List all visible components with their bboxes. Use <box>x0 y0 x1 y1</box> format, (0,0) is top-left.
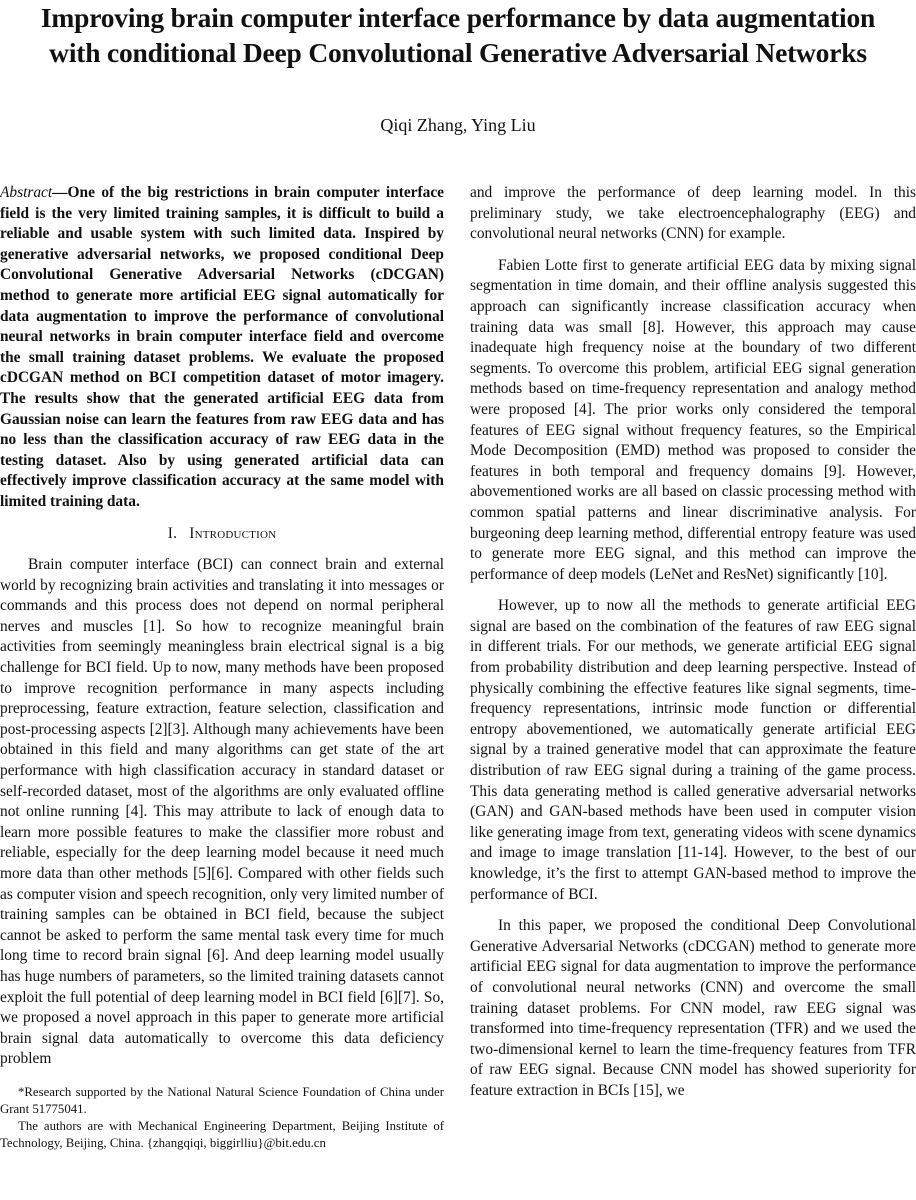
body-paragraph: and improve the performance of deep learning model. In this preliminary study, we take electroencephalography (EEG) and convolutional neural networks (CNN) for example. <box>470 184 916 243</box>
left-column <box>0 183 444 1070</box>
section-numeral: I. <box>167 524 178 542</box>
footnotes <box>0 1084 444 1152</box>
footnote-affiliation: The authors are with Mechanical Engineering Department, Beijing Institute of Technology, Beijing, China. {zhangqiqi, biggirlliu}@bit.edu.cn <box>0 1119 444 1150</box>
body-paragraph: However, up to now all the methods to generate artificial EEG signal are based on the combination of the features of raw EEG signal in different trials. For our methods, we generate artificial EEG signal from probability distribution and deep learning perspective. Instead of physically combining the effective features like signal segments, time-frequency representations, intrinsic mode function or differential entropy abovementioned, we automatically generate artificial EEG signal by a trained generative model that can approximate the feature distribution of raw EEG signal during a training of the game process. This data generating method is called generative adversarial networks (GAN) and GAN-based methods have been used in computer vision like generating image from text, generating videos with scene dynamics and image to image translation [11-14]. However, to the best of our knowledge, it’s the first to attempt GAN-based method to improve the performance of BCI. <box>470 597 916 903</box>
author-list: Qiqi Zhang, Ying Liu <box>380 115 536 135</box>
footnote-funding: *Research supported by the National Natural Science Foundation of China under Grant 51775041. <box>0 1085 444 1116</box>
section-heading-introduction <box>0 524 444 545</box>
abstract-text: —One of the big restrictions in brain computer interface field is the very limited training samples, it is difficult to build a reliable and usable system with such limited data. Inspired by generative adversarial networks, we proposed conditional Deep Convolutional Generative Adversarial Networks (cDCGAN) method to generate more artificial EEG signal automatically for data augmentation to improve the performance of convolutional neural networks in brain computer interface field and overcome the small training dataset problems. We evaluate the proposed cDCGAN method on BCI competition dataset of motor imagery. The results show that the generated artificial EEG data from Gaussian noise can learn the features from raw EEG data and has no less than the classification accuracy of raw EEG data in the testing dataset. Also by using generated artificial data can effectively improve classification accuracy at the same model with limited training data. <box>0 184 444 510</box>
section-title: Introduction <box>189 524 277 542</box>
abstract-label: Abstract <box>0 184 53 201</box>
body-paragraph: Fabien Lotte first to generate artificial EEG data by mixing signal segmentation in time domain, and their offline analysis suggested this approach can significantly increase classification accuracy when training data was small [8]. However, this approach may cause inadequate high frequency noise at the boundary of two different segments. To overcome this problem, artificial EEG signal generation methods based on time-frequency representation and analogy method were proposed [4]. The prior works only considered the temporal features of EEG signal without frequency features, so the Empirical Mode Decomposition (EMD) method was proposed to consider the features in both temporal and frequency domains [9]. However, abovementioned works are all based on classic processing method with common spatial patterns and linear discriminative analysis. For burgeoning deep learning method, differential entropy feature was used to generate more EEG signal, and this method can improve the performance of deep models (LeNet and ResNet) significantly [10]. <box>470 256 916 583</box>
right-column <box>470 183 916 1102</box>
paper-title: Improving brain computer interface performance by data augmentation with conditional Deep Convolutional Generative Adversarial Networks <box>40 2 876 68</box>
abstract <box>0 183 444 513</box>
body-paragraph: In this paper, we proposed the conditional Deep Convolutional Generative Adversarial Networks (cDCGAN) method to generate more artificial EEG signal for data augmentation to improve the performance of convolutional neural networks (CNN) and overcome the small training dataset problems. For CNN model, raw EEG signal was transformed into time-frequency representation (TFR) and we used the two-dimensional kernel to learn the time-frequency features from TFR of raw EEG signal. Because CNN model has showed superiority for feature extraction in BCIs [15], we <box>470 917 916 1099</box>
body-paragraph: Brain computer interface (BCI) can connect brain and external world by recognizing brain activities and translating it into messages or commands and this process does not depend on normal peripheral nerves and muscles [1]. So how to recognize meaningful brain activities from seemingly meaningless brain electrical signal is a big challenge for BCI field. Up to now, many methods have been proposed to improve recognition performance in many aspects including preprocessing, feature extraction, feature selection, classification and post-processing aspects [2][3]. Although many achievements have been obtained in this field and many algorithms can get state of the art performance with high classification accuracy in standard dataset or self-recorded dataset, most of the algorithms are only evaluated offline not online running [4]. This may attribute to lack of enough data to learn more possible features to make the classifier more robust and reliable, especially for the deep learning model because it need much more data than other methods [5][6]. Compared with other fields such as computer vision and speech recognition, only very limited number of training samples can be obtained in BCI field, because the subject cannot be asked to perform the same mental task every time for much long time to record brain signal [6]. And deep learning model usually has huge numbers of parameters, so the limited training datasets cannot exploit the full potential of deep learning model in BCI field [6][7]. So, we proposed a novel approach in this paper to generate more artificial brain signal data automatically to overcome this data deficiency problem <box>0 556 444 1068</box>
